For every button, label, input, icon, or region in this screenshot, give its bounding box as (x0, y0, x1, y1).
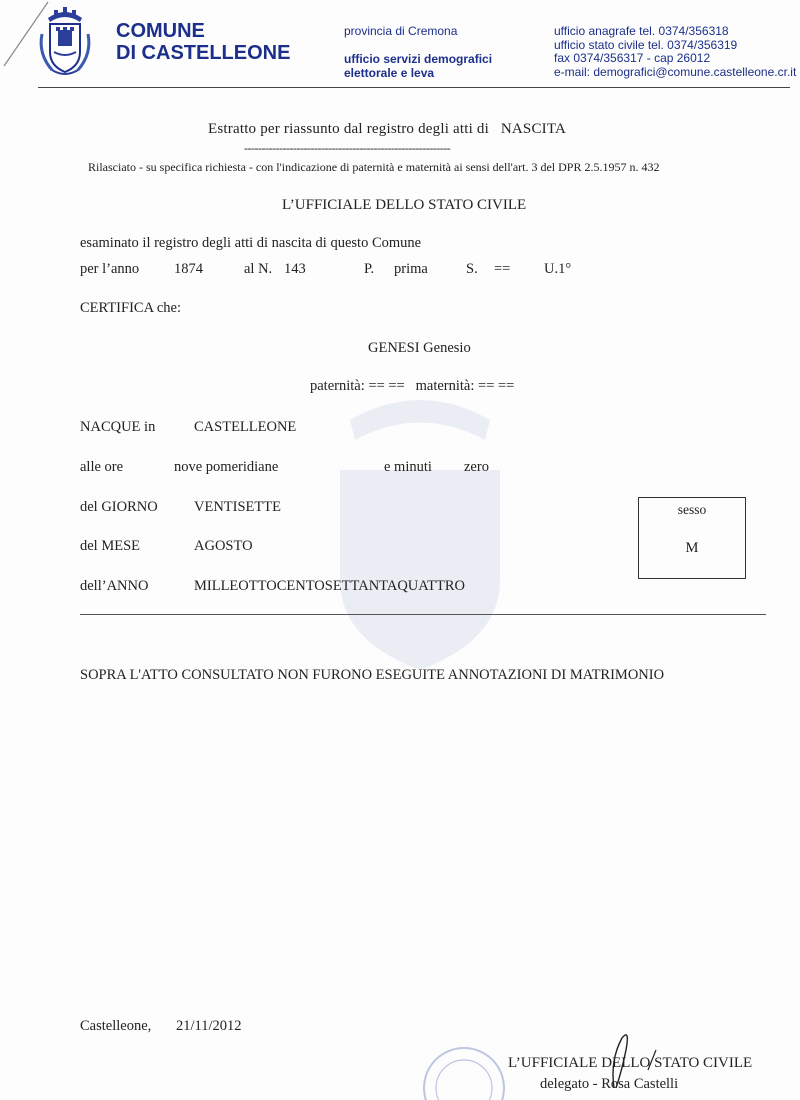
header-divider (38, 87, 790, 88)
ufficio-num-value: U.1° (544, 261, 572, 277)
contact-fax: fax 0374/356317 - cap 26012 (554, 51, 711, 65)
luogo-rilascio: Castelleone, (80, 1018, 152, 1034)
numero-value: 143 (284, 261, 306, 277)
rilasciato-note: Rilasciato - su specifica richiesta - con l'indicazione di paternità e maternità ai sensi dell'art. 3 del DPR 2.5.1957 n. 432 (88, 160, 660, 174)
giorno-value: VENTISETTE (194, 499, 281, 515)
anno-lettere-value: MILLEOTTOCENTOSETTANTAQUATTRO (194, 578, 466, 594)
sesso-value: M (685, 540, 699, 556)
nome-value: GENESI Genesio (368, 340, 471, 356)
al-n-label: al N. (244, 261, 273, 277)
giorno-label: del GIORNO (80, 499, 158, 515)
anno-value: 1874 (174, 261, 203, 277)
title-type: NASCITA (500, 121, 567, 137)
contact-stato-civile: ufficio stato civile tel. 0374/356319 (554, 37, 738, 52)
serie-value: == (494, 261, 511, 277)
contact-block (554, 25, 796, 79)
title-prefix: Estratto per riassunto dal registro degli atti di (208, 121, 489, 137)
mese-value: AGOSTO (194, 538, 253, 554)
section-divider (80, 614, 766, 615)
document-title (208, 121, 566, 138)
sesso-box (638, 497, 746, 579)
paternita-label: paternità: (310, 378, 365, 394)
nacque-label: NACQUE in (80, 419, 156, 435)
comune-name (116, 20, 290, 64)
provincia-label: provincia di Cremona (344, 24, 458, 38)
ore-value: nove pomeridiane (174, 459, 279, 475)
ufficio-label (344, 52, 492, 80)
maternita-value: == == (478, 378, 515, 394)
comune-name-line2: DI CASTELLEONE (116, 42, 291, 64)
ufficio-line2: elettorale e leva (344, 66, 435, 80)
esaminato-text: esaminato il registro degli atti di nascita di questo Comune (80, 235, 422, 251)
luogo-value: CASTELLEONE (194, 419, 297, 435)
comune-crest-logo (34, 4, 96, 80)
annotazioni-text: SOPRA L'ATTO CONSULTATO NON FURONO ESEGUITE ANNOTAZIONI DI MATRIMONIO (80, 667, 665, 683)
minuti-label: e minuti (384, 459, 432, 475)
parte-value: prima (394, 261, 428, 277)
certifica-label: CERTIFICA che: (80, 300, 182, 316)
comune-name-line1: COMUNE (116, 20, 205, 42)
firma-titolo: L’UFFICIALE DELLO STATO CIVILE (508, 1055, 753, 1071)
firma-delegato: delegato - Rosa Castelli (540, 1076, 679, 1092)
minuti-value: zero (464, 459, 489, 475)
per-anno-label: per l’anno (80, 261, 140, 277)
contact-anagrafe: ufficio anagrafe tel. 0374/356318 (554, 24, 729, 38)
ufficio-line1: ufficio servizi demografici (344, 52, 493, 66)
ufficiale-heading: L’UFFICIALE DELLO STATO CIVILE (282, 197, 527, 213)
data-rilascio: 21/11/2012 (176, 1018, 242, 1034)
official-stamp (422, 1040, 506, 1100)
s-label: S. (466, 261, 478, 277)
handwritten-signature (596, 1030, 676, 1090)
contact-email: e-mail: demografici@comune.castelleone.cr.it (554, 64, 797, 79)
parenti-line (310, 378, 514, 395)
title-underline-dashes: ----------------------------------------------------------- (244, 141, 451, 155)
watermark-crest (310, 380, 530, 680)
ore-label: alle ore (80, 459, 124, 475)
mese-label: del MESE (80, 538, 141, 554)
p-label: P. (364, 261, 375, 277)
maternita-label: maternità: (415, 378, 475, 394)
anno-label: dell’ANNO (80, 578, 149, 594)
sesso-label: sesso (677, 502, 707, 517)
paternita-value: == == (368, 378, 405, 394)
